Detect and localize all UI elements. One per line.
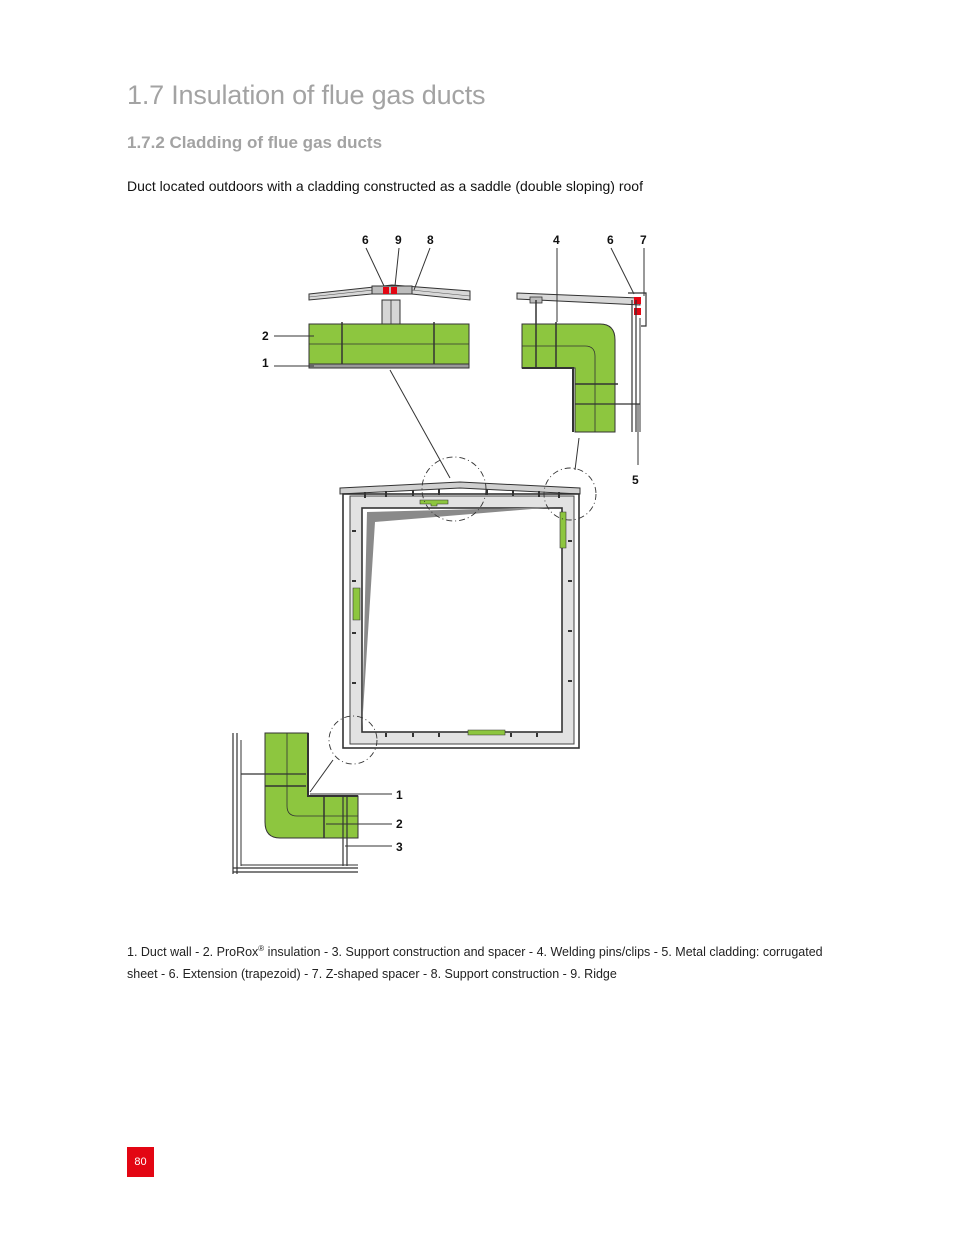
detail-bottom: [233, 733, 403, 874]
callout-6: 6: [362, 233, 369, 247]
bracket-left: [353, 588, 360, 620]
callout-3: 3: [396, 840, 403, 854]
caption-part1: 1. Duct wall - 2. ProRox: [127, 945, 259, 960]
callout-5: 5: [632, 473, 639, 487]
bracket-right: [560, 512, 566, 548]
callout-2: 2: [262, 329, 269, 343]
figure-title: Duct located outdoors with a cladding constructed as a saddle (double sloping) roof: [127, 178, 643, 194]
eave-red-spacer-bottom: [634, 308, 641, 315]
callout-8: 8: [427, 233, 434, 247]
duct-cross-section: [329, 457, 596, 764]
callout-6b: 6: [607, 233, 614, 247]
trademark-symbol: ®: [258, 944, 265, 953]
section-subheading: 1.7.2 Cladding of flue gas ducts: [127, 133, 383, 152]
callout-9: 9: [395, 233, 402, 247]
eave-red-spacer-top: [634, 297, 641, 304]
callout-7: 7: [640, 233, 647, 247]
figure-caption: [127, 938, 837, 985]
callout-4: 4: [553, 233, 560, 247]
detail-ridge: [262, 233, 470, 370]
caption-part2: insulation - 3. Support construction and spacer - 4. Welding pins/clips - 5. Metal cladding: corrugated sheet - 6. Extension (trapezoid) - 7. Z-shaped spacer - 8. Support construction - 9. Ridge: [127, 945, 823, 982]
ridge-red-spacer-left: [383, 287, 389, 294]
detail-eave: [517, 233, 647, 487]
callout-2b: 2: [396, 817, 403, 831]
bracket-bottom: [468, 730, 505, 735]
ridge-red-spacer-right: [391, 287, 397, 294]
callout-1b: 1: [396, 788, 403, 802]
page-number: 80: [127, 1147, 154, 1177]
callout-1: 1: [262, 356, 269, 370]
page-heading: 1.7 Insulation of flue gas ducts: [127, 80, 486, 110]
